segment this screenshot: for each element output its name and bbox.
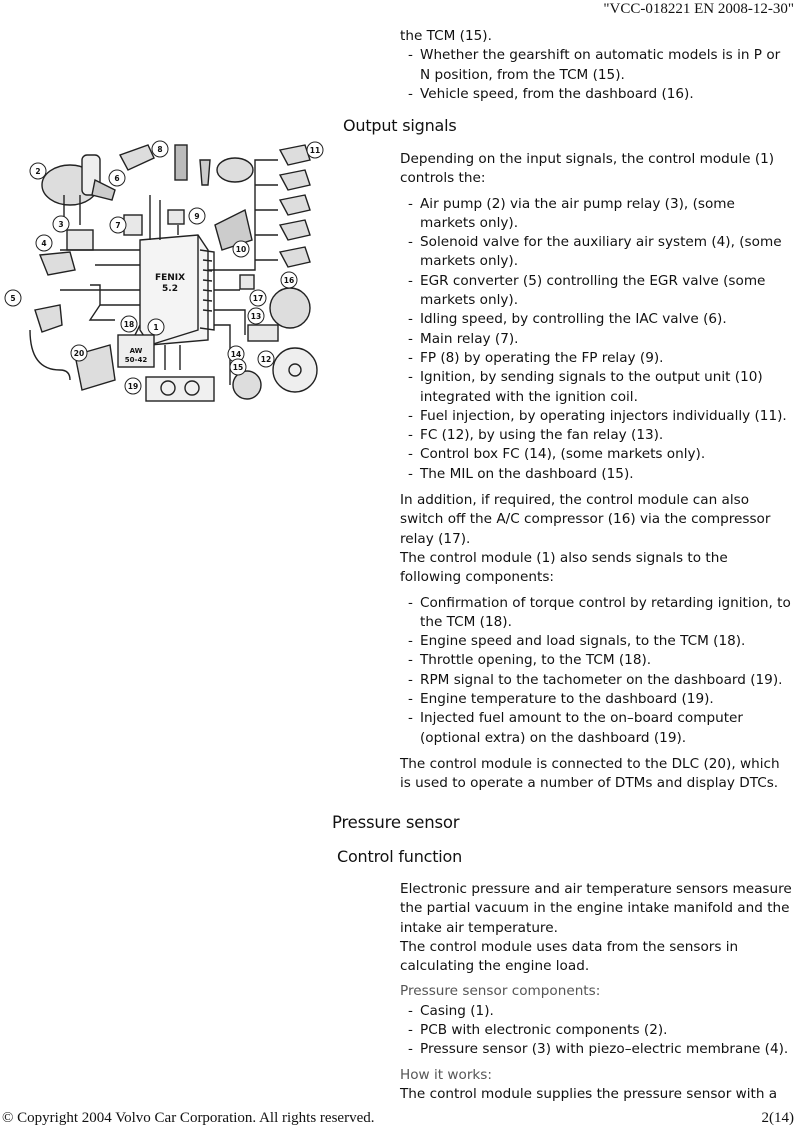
copyright: © Copyright 2004 Volvo Car Corporation. All rights reserved. <box>2 1110 375 1126</box>
callout-18 <box>121 316 137 332</box>
svg-text:10: 10 <box>235 245 247 254</box>
list-item: - Control box FC (14), (some markets only). <box>400 445 792 464</box>
injectors <box>280 145 310 267</box>
list-item: - Idling speed, by controlling the IAC valve (6). <box>400 310 792 329</box>
list-item: - FP (8) by operating the FP relay (9). <box>400 349 792 368</box>
svg-text:13: 13 <box>250 312 262 321</box>
fan-relay <box>248 325 278 341</box>
dlc-paragraph: The control module is connected to the DLC (20), which is used to operate a number of DTMs and display DTCs. <box>400 755 780 792</box>
air-pump <box>42 155 115 205</box>
list-item: - Solenoid valve for the auxiliary air system (4), (some markets only). <box>400 233 792 272</box>
list-item: - Vehicle speed, from the dashboard (16). <box>400 85 792 104</box>
svg-text:1: 1 <box>153 323 159 332</box>
output-signals-section <box>400 150 792 794</box>
pressure-sensor-heading: Pressure sensor <box>332 813 460 832</box>
callout-15 <box>230 359 246 375</box>
svg-text:20: 20 <box>73 349 85 358</box>
output-list <box>400 195 792 484</box>
iac-valve <box>120 145 154 170</box>
list-item: - Whether the gearshift on automatic models is in P or N position, from the TCM (15). <box>400 46 792 85</box>
output-signals-heading: Output signals <box>343 116 457 135</box>
svg-text:8: 8 <box>157 145 163 154</box>
callout-6 <box>109 170 125 186</box>
air-pump-relay <box>67 230 93 250</box>
svg-text:15: 15 <box>232 363 244 372</box>
list-item: - Engine speed and load signals, to the TCM (18). <box>400 632 792 651</box>
cooling-fan <box>273 348 317 392</box>
svg-text:7: 7 <box>115 221 121 230</box>
ecu-label: FENIX <box>154 273 186 283</box>
main-relay <box>124 215 142 235</box>
list-item: - Air pump (2) via the air pump relay (3), (some markets only). <box>400 195 792 234</box>
svg-text:18: 18 <box>123 320 135 329</box>
dashboard <box>146 377 214 401</box>
list-item: - Ignition, by sending signals to the output unit (10) integrated with the ignition coil. <box>400 368 792 407</box>
callout-2 <box>30 163 46 179</box>
fp-relay <box>168 210 184 224</box>
svg-text:3: 3 <box>58 220 64 229</box>
tcm-label: AW <box>129 347 143 355</box>
list-item: - Confirmation of torque control by retarding ignition, to the TCM (18). <box>400 594 792 633</box>
list-item: - Main relay (7). <box>400 330 792 349</box>
pressure-paragraph-1: Electronic pressure and air temperature sensors measure the partial vacuum in the engine intake manifold and the intake air temperature. <box>400 881 792 936</box>
egr-converter <box>35 305 62 332</box>
list-item: - The MIL on the dashboard (15). <box>400 465 792 484</box>
tcm-signal-list <box>400 594 792 748</box>
svg-text:17: 17 <box>252 294 264 303</box>
list-item: - Pressure sensor (3) with piezo–electric membrane (4). <box>400 1040 792 1059</box>
list-item: - Injected fuel amount to the on–board computer (optional extra) on the dashboard (19). <box>400 709 792 748</box>
callout-4 <box>36 235 52 251</box>
svg-text:2: 2 <box>35 167 41 176</box>
output-intro: Depending on the input signals, the control module (1) controls the: <box>400 151 775 187</box>
callout-12 <box>258 351 274 367</box>
callout-16 <box>281 272 297 288</box>
control-module-diagram <box>0 140 335 420</box>
svg-text:12: 12 <box>260 355 272 364</box>
ecu-version: 5.2 <box>162 284 178 294</box>
svg-text:16: 16 <box>283 276 295 285</box>
callout-13 <box>248 308 264 324</box>
continuation-line: the TCM (15). <box>400 28 492 44</box>
callout-19 <box>125 378 141 394</box>
document-id: "VCC-018221 EN 2008-12-30" <box>603 1 794 17</box>
signals-paragraph: The control module (1) also sends signals to the following components: <box>400 549 728 586</box>
callout-10 <box>233 241 249 257</box>
page-number: 2(14) <box>761 1110 794 1126</box>
list-item: - RPM signal to the tachometer on the dashboard (19). <box>400 671 792 690</box>
svg-text:9: 9 <box>194 212 200 221</box>
callout-1 <box>148 319 164 335</box>
pressure-sensor-section <box>400 880 792 1104</box>
solenoid-valve <box>40 252 75 275</box>
callout-3 <box>53 216 69 232</box>
svg-text:6: 6 <box>114 174 120 183</box>
list-item: - Engine temperature to the dashboard (19). <box>400 690 792 709</box>
list-item: - EGR converter (5) controlling the EGR valve (some markets only). <box>400 272 792 311</box>
list-item: - PCB with electronic components (2). <box>400 1021 792 1040</box>
fuel-pump <box>175 145 187 180</box>
compressor-paragraph: In addition, if required, the control module can also switch off the A/C compressor (16) via the compressor relay (17). <box>400 492 771 547</box>
input-signal-list <box>400 46 792 104</box>
svg-text:19: 19 <box>127 382 139 391</box>
svg-text:14: 14 <box>230 350 242 359</box>
callout-20 <box>71 345 87 361</box>
tcm-model: 50-42 <box>124 356 148 364</box>
svg-text:5: 5 <box>10 294 16 303</box>
components-label: Pressure sensor components: <box>400 983 601 1000</box>
callout-5 <box>5 290 21 306</box>
list-item: - FC (12), by using the fan relay (13). <box>400 426 792 445</box>
svg-text:11: 11 <box>309 146 321 155</box>
compressor-relay <box>240 275 254 289</box>
callout-9 <box>189 208 205 224</box>
distributor <box>217 158 253 182</box>
callout-7 <box>110 217 126 233</box>
how-it-works-label: How it works: <box>400 1066 492 1083</box>
control-function-heading: Control function <box>337 847 463 866</box>
svg-text:4: 4 <box>41 239 47 248</box>
list-item: - Casing (1). <box>400 1002 792 1021</box>
list-item: - Throttle opening, to the TCM (18). <box>400 651 792 670</box>
how-it-works-text: The control module supplies the pressure sensor with a <box>400 1085 778 1102</box>
callout-11 <box>307 142 323 158</box>
pressure-paragraph-2: The control module uses data from the sensors in calculating the engine load. <box>400 938 739 975</box>
callout-17 <box>250 290 266 306</box>
ac-compressor <box>270 288 310 328</box>
input-signals-continuation <box>400 27 792 104</box>
components-list <box>400 1002 792 1060</box>
list-item: - Fuel injection, by operating injectors individually (11). <box>400 407 792 426</box>
callout-8 <box>152 141 168 157</box>
